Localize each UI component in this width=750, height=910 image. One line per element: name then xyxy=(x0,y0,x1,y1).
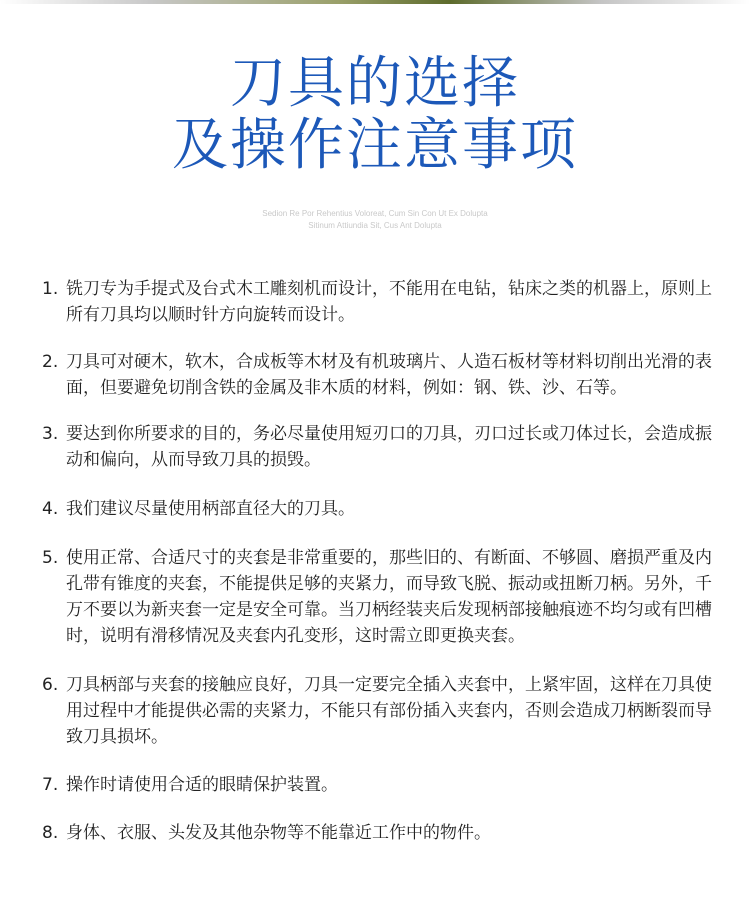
item-text: 要达到你所要求的目的，务必尽量使用短刃口的刀具，刃口过长或刀体过长，会造成振动和偏向，从而导致刀具的损毁。 xyxy=(66,424,712,470)
item-number: 1. xyxy=(42,279,59,299)
precautions-list xyxy=(42,276,718,846)
list-item xyxy=(42,349,718,401)
page-title-line-1: 刀具的选择 xyxy=(230,51,520,116)
item-text: 铣刀专为手提式及台式木工雕刻机而设计，不能用在电钻，钻床之类的机器上，原则上所有刀具均以顺时针方向旋转而设计。 xyxy=(66,279,712,325)
item-number: 5. xyxy=(42,548,59,568)
list-item xyxy=(42,421,718,473)
subtitle-line-1: Sedion Re Por Rehentius Voloreat, Cum Sin Con Ut Ex Dolupta xyxy=(262,209,488,218)
item-number: 8. xyxy=(42,823,59,843)
item-number: 4. xyxy=(42,499,59,519)
item-number: 3. xyxy=(42,424,59,444)
page-title-line-2: 及操作注意事项 xyxy=(172,113,578,178)
list-item xyxy=(42,672,718,750)
item-text: 操作时请使用合适的眼睛保护装置。 xyxy=(66,775,338,795)
item-number: 2. xyxy=(42,352,59,372)
list-item xyxy=(42,772,718,798)
item-text: 身体、衣服、头发及其他杂物等不能靠近工作中的物件。 xyxy=(66,823,491,843)
list-item xyxy=(42,276,718,328)
top-decorative-strip xyxy=(0,0,750,4)
subtitle-line-2: Sitinum Attiundia Sit, Cus Ant Dolupta xyxy=(308,221,442,230)
list-item xyxy=(42,545,718,649)
item-number: 6. xyxy=(42,675,59,695)
item-text: 刀具柄部与夹套的接触应良好，刀具一定要完全插入夹套中，上紧牢固，这样在刀具使用过程中才能提供必需的夹紧力，不能只有部份插入夹套内，否则会造成刀柄断裂而导致刀具损坏。 xyxy=(66,675,712,747)
item-text: 我们建议尽量使用柄部直径大的刀具。 xyxy=(66,499,355,519)
item-text: 使用正常、合适尺寸的夹套是非常重要的，那些旧的、有断面、不够圆、磨损严重及内孔带有锥度的夹套，不能提供足够的夹紧力，而导致飞脱、振动或扭断刀柄。另外，千万不要以为新夹套一定是安全可靠。当刀柄经装夹后发现柄部接触痕迹不均匀或有凹槽时，说明有滑移情况及夹套内孔变形，这时需立即更换夹套。 xyxy=(66,548,712,646)
item-text: 刀具可对硬木，软木，合成板等木材及有机玻璃片、人造石板材等材料切削出光滑的表面，但要避免切削含铁的金属及非木质的材料，例如：钢、铁、沙、石等。 xyxy=(66,352,712,398)
item-number: 7. xyxy=(42,775,59,795)
list-item xyxy=(42,496,718,522)
list-item xyxy=(42,820,718,846)
